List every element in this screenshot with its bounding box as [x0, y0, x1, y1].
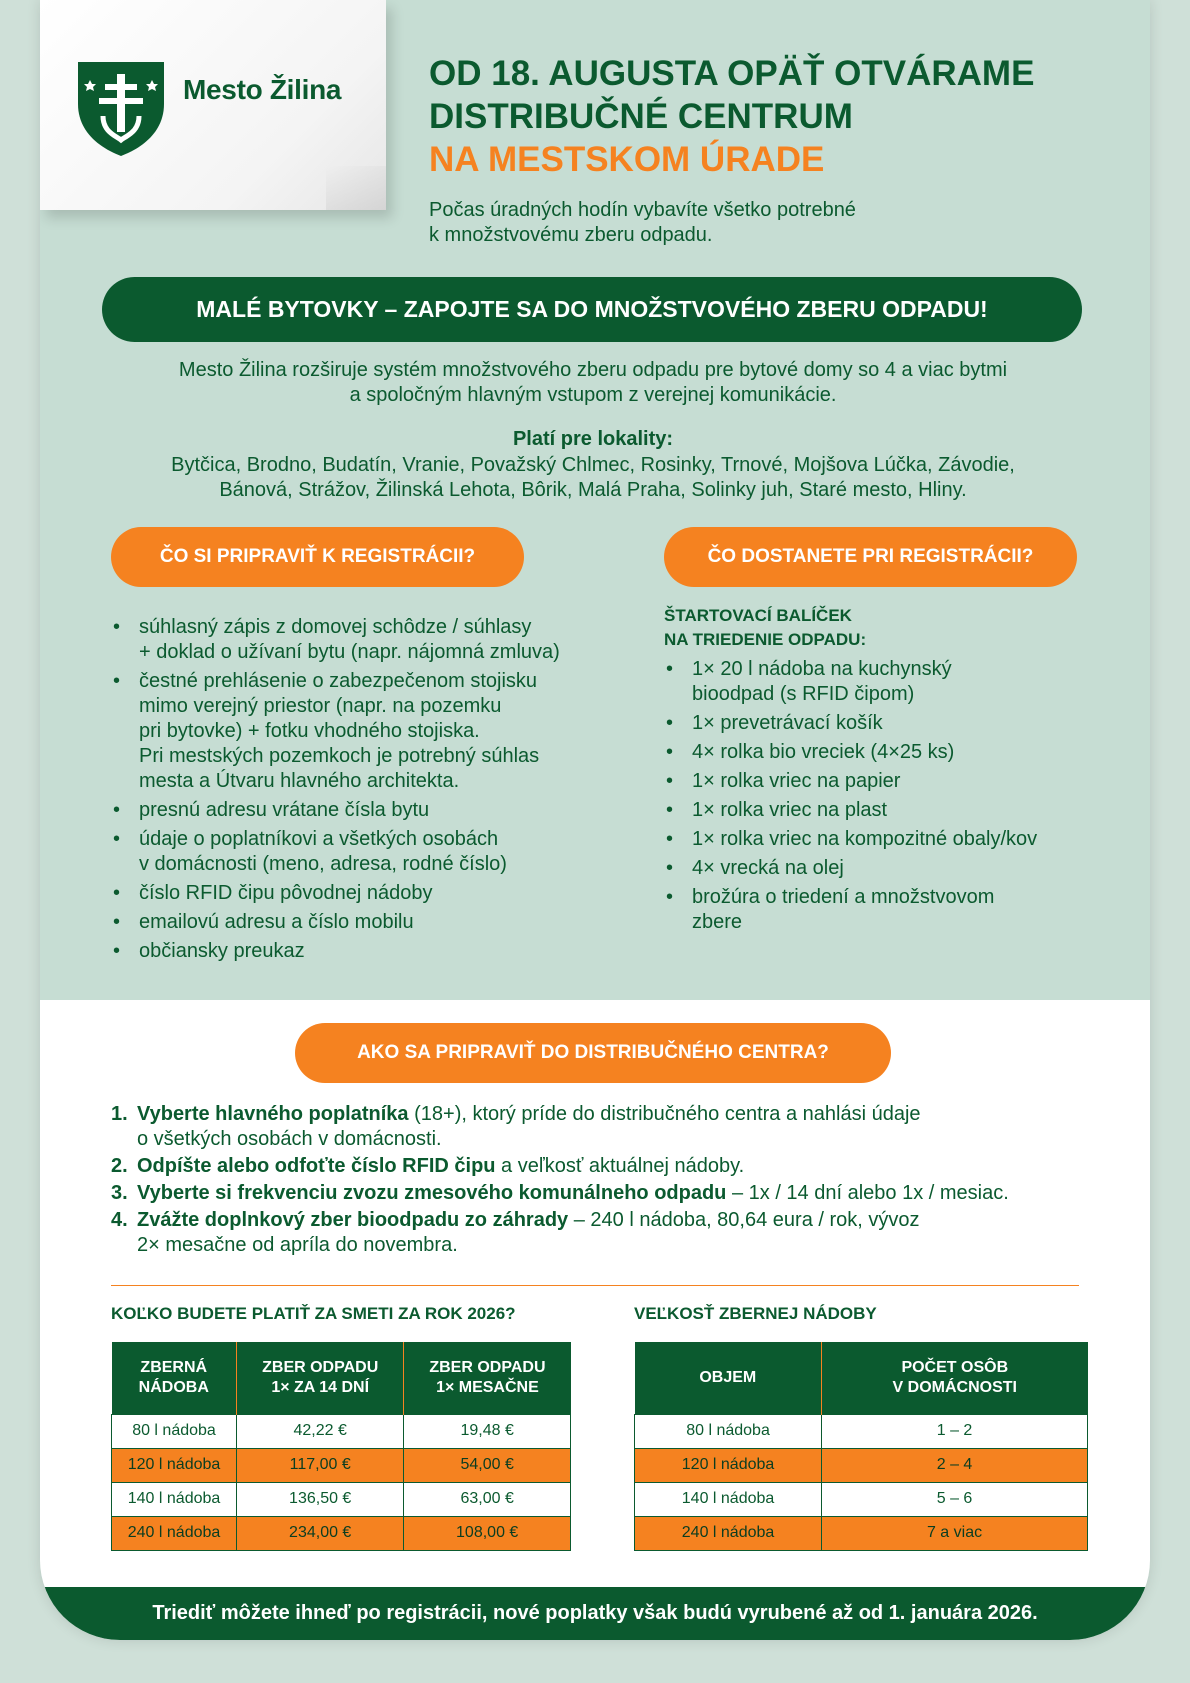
prepare-list — [111, 615, 611, 968]
table-header: ZBER ODPADU 1× ZA 14 DNÍ — [237, 1342, 404, 1414]
table-cell: 19,48 € — [404, 1414, 571, 1448]
intro-text — [100, 358, 1086, 408]
headline-line-3: NA MESTSKOM ÚRADE — [429, 140, 825, 179]
table-row — [112, 1516, 571, 1550]
table-cell: 80 l nádoba — [112, 1414, 237, 1448]
step-item: 2. Odpíšte alebo odfoťte číslo RFID čipu a veľkosť aktuálnej nádoby. — [111, 1155, 745, 1177]
list-item: • 1× rolka vriec na kompozitné obaly/kov — [664, 827, 1104, 852]
localities-line-1: Bytčica, Brodno, Budatín, Vranie, Považský Chlmec, Rosinky, Trnové, Mojšova Lúčka, Závodie, — [171, 454, 1015, 476]
table-cell: 120 l nádoba — [112, 1448, 237, 1482]
intro-line-2: a spoločným hlavným vstupom z verejnej komunikácie. — [349, 384, 837, 406]
list-item: • súhlasný zápis z domovej schôdze / súhlasy + doklad o užívaní bytu (napr. nájomná zmluva) — [111, 615, 611, 665]
table-cell: 2 – 4 — [822, 1448, 1088, 1482]
table-cell: 1 – 2 — [822, 1414, 1088, 1448]
table-header: ZBER ODPADU 1× MESAČNE — [404, 1342, 571, 1414]
table-row — [112, 1414, 571, 1448]
upper-section — [40, 0, 1150, 1000]
localities-title: Platí pre lokality: — [512, 428, 674, 450]
price-table-title: KOĽKO BUDETE PLATIŤ ZA SMETI ZA ROK 2026? — [111, 1304, 516, 1323]
receive-list — [664, 657, 1104, 939]
table-cell: 42,22 € — [237, 1414, 404, 1448]
step-item: 4. Zvážte doplnkový zber bioodpadu zo záhrady – 240 l nádoba, 80,64 eura / rok, vývoz 2× mesačne od apríla do novembra. — [111, 1209, 920, 1256]
table-header: OBJEM — [635, 1342, 822, 1414]
table-header: POČET OSÔB V DOMÁCNOSTI — [822, 1342, 1088, 1414]
table-cell: 63,00 € — [404, 1482, 571, 1516]
table-cell: 120 l nádoba — [635, 1448, 822, 1482]
list-item: • presnú adresu vrátane čísla bytu — [111, 798, 611, 823]
headline-line-2: DISTRIBUČNÉ CENTRUM — [429, 97, 853, 136]
list-item: • občiansky preukaz — [111, 939, 611, 964]
howto-steps — [111, 1102, 1101, 1260]
package-title — [664, 604, 866, 652]
list-item: • 1× rolka vriec na papier — [664, 769, 1104, 794]
receive-heading: ČO DOSTANETE PRI REGISTRÁCII? — [664, 527, 1077, 587]
list-item: • údaje o poplatníkovi a všetkých osobách v domácnosti (meno, adresa, rodné číslo) — [111, 827, 611, 877]
table-row — [112, 1448, 571, 1482]
step-item: 3. Vyberte si frekvenciu zvozu zmesového komunálneho odpadu – 1x / 14 dní alebo 1x / mesiac. — [111, 1182, 1009, 1204]
list-item: • brožúra o triedení a množstvovom zbere — [664, 885, 1104, 935]
table-row — [635, 1414, 1088, 1448]
logo-card — [40, 0, 386, 210]
table-cell: 240 l nádoba — [112, 1516, 237, 1550]
table-cell: 5 – 6 — [822, 1482, 1088, 1516]
list-item: • 4× rolka bio vreciek (4×25 ks) — [664, 740, 1104, 765]
flyer-page — [40, 0, 1150, 1640]
table-cell: 240 l nádoba — [635, 1516, 822, 1550]
list-item: • emailovú adresu a číslo mobilu — [111, 910, 611, 935]
price-table — [111, 1342, 571, 1551]
package-title-line-2: NA TRIEDENIE ODPADU: — [664, 630, 867, 649]
main-banner: MALÉ BYTOVKY – ZAPOJTE SA DO MNOŽSTVOVÉHO ZBERU ODPADU! — [102, 277, 1082, 342]
table-row — [112, 1482, 571, 1516]
list-item: • 1× rolka vriec na plast — [664, 798, 1104, 823]
headline — [429, 52, 1034, 181]
table-row — [635, 1482, 1088, 1516]
package-title-line-1: ŠTARTOVACÍ BALÍČEK — [664, 606, 852, 625]
list-item: • 1× prevetrávací košík — [664, 711, 1104, 736]
localities-list — [100, 453, 1086, 503]
logo-text: Mesto Žilina — [183, 74, 342, 105]
subheadline — [429, 198, 899, 248]
step-item: 1. Vyberte hlavného poplatníka (18+), ktorý príde do distribučného centra a nahlási údaje o všetkých osobách v domácnosti. — [111, 1103, 921, 1150]
list-item: • 1× 20 l nádoba na kuchynský bioodpad (s RFID čipom) — [664, 657, 1104, 707]
subheadline-line-1: Počas úradných hodín vybavíte všetko potrebné — [429, 199, 856, 221]
localities-line-2: Bánová, Strážov, Žilinská Lehota, Bôrik, Malá Praha, Solinky juh, Staré mesto, Hliny. — [219, 479, 967, 501]
table-cell: 140 l nádoba — [635, 1482, 822, 1516]
table-header: ZBERNÁ NÁDOBA — [112, 1342, 237, 1414]
table-row — [635, 1448, 1088, 1482]
table-cell: 7 a viac — [822, 1516, 1088, 1550]
table-row — [635, 1516, 1088, 1550]
howto-heading: AKO SA PRIPRAVIŤ DO DISTRIBUČNÉHO CENTRA? — [295, 1023, 891, 1083]
coat-of-arms-icon — [76, 60, 166, 158]
prepare-heading: ČO SI PRIPRAVIŤ K REGISTRÁCII? — [111, 527, 524, 587]
list-item: • číslo RFID čipu pôvodnej nádoby — [111, 881, 611, 906]
intro-line-1: Mesto Žilina rozširuje systém množstvového zberu odpadu pre bytové domy so 4 a viac bytmi — [178, 359, 1008, 381]
table-cell: 117,00 € — [237, 1448, 404, 1482]
footer-note: Triediť môžete ihneď po registrácii, nové poplatky však budú vyrubené až od 1. januára 2026. — [40, 1587, 1150, 1640]
table-cell: 140 l nádoba — [112, 1482, 237, 1516]
headline-line-1: OD 18. AUGUSTA OPÄŤ OTVÁRAME — [429, 54, 1035, 93]
table-cell: 80 l nádoba — [635, 1414, 822, 1448]
table-cell: 136,50 € — [237, 1482, 404, 1516]
table-cell: 234,00 € — [237, 1516, 404, 1550]
subheadline-line-2: k množstvovému zberu odpadu. — [429, 224, 713, 246]
divider — [111, 1285, 1079, 1286]
list-item: • čestné prehlásenie o zabezpečenom stojisku mimo verejný priestor (napr. na pozemku pri bytovke) + fotku vhodného stojiska. Pri mestských pozemkoch je potrebný súhlas mesta a Útvaru hlavného architekta. — [111, 669, 611, 794]
list-item: • 4× vrecká na olej — [664, 856, 1104, 881]
size-table — [634, 1342, 1088, 1551]
table-cell: 54,00 € — [404, 1448, 571, 1482]
table-cell: 108,00 € — [404, 1516, 571, 1550]
size-table-title: VEĽKOSŤ ZBERNEJ NÁDOBY — [634, 1304, 877, 1323]
